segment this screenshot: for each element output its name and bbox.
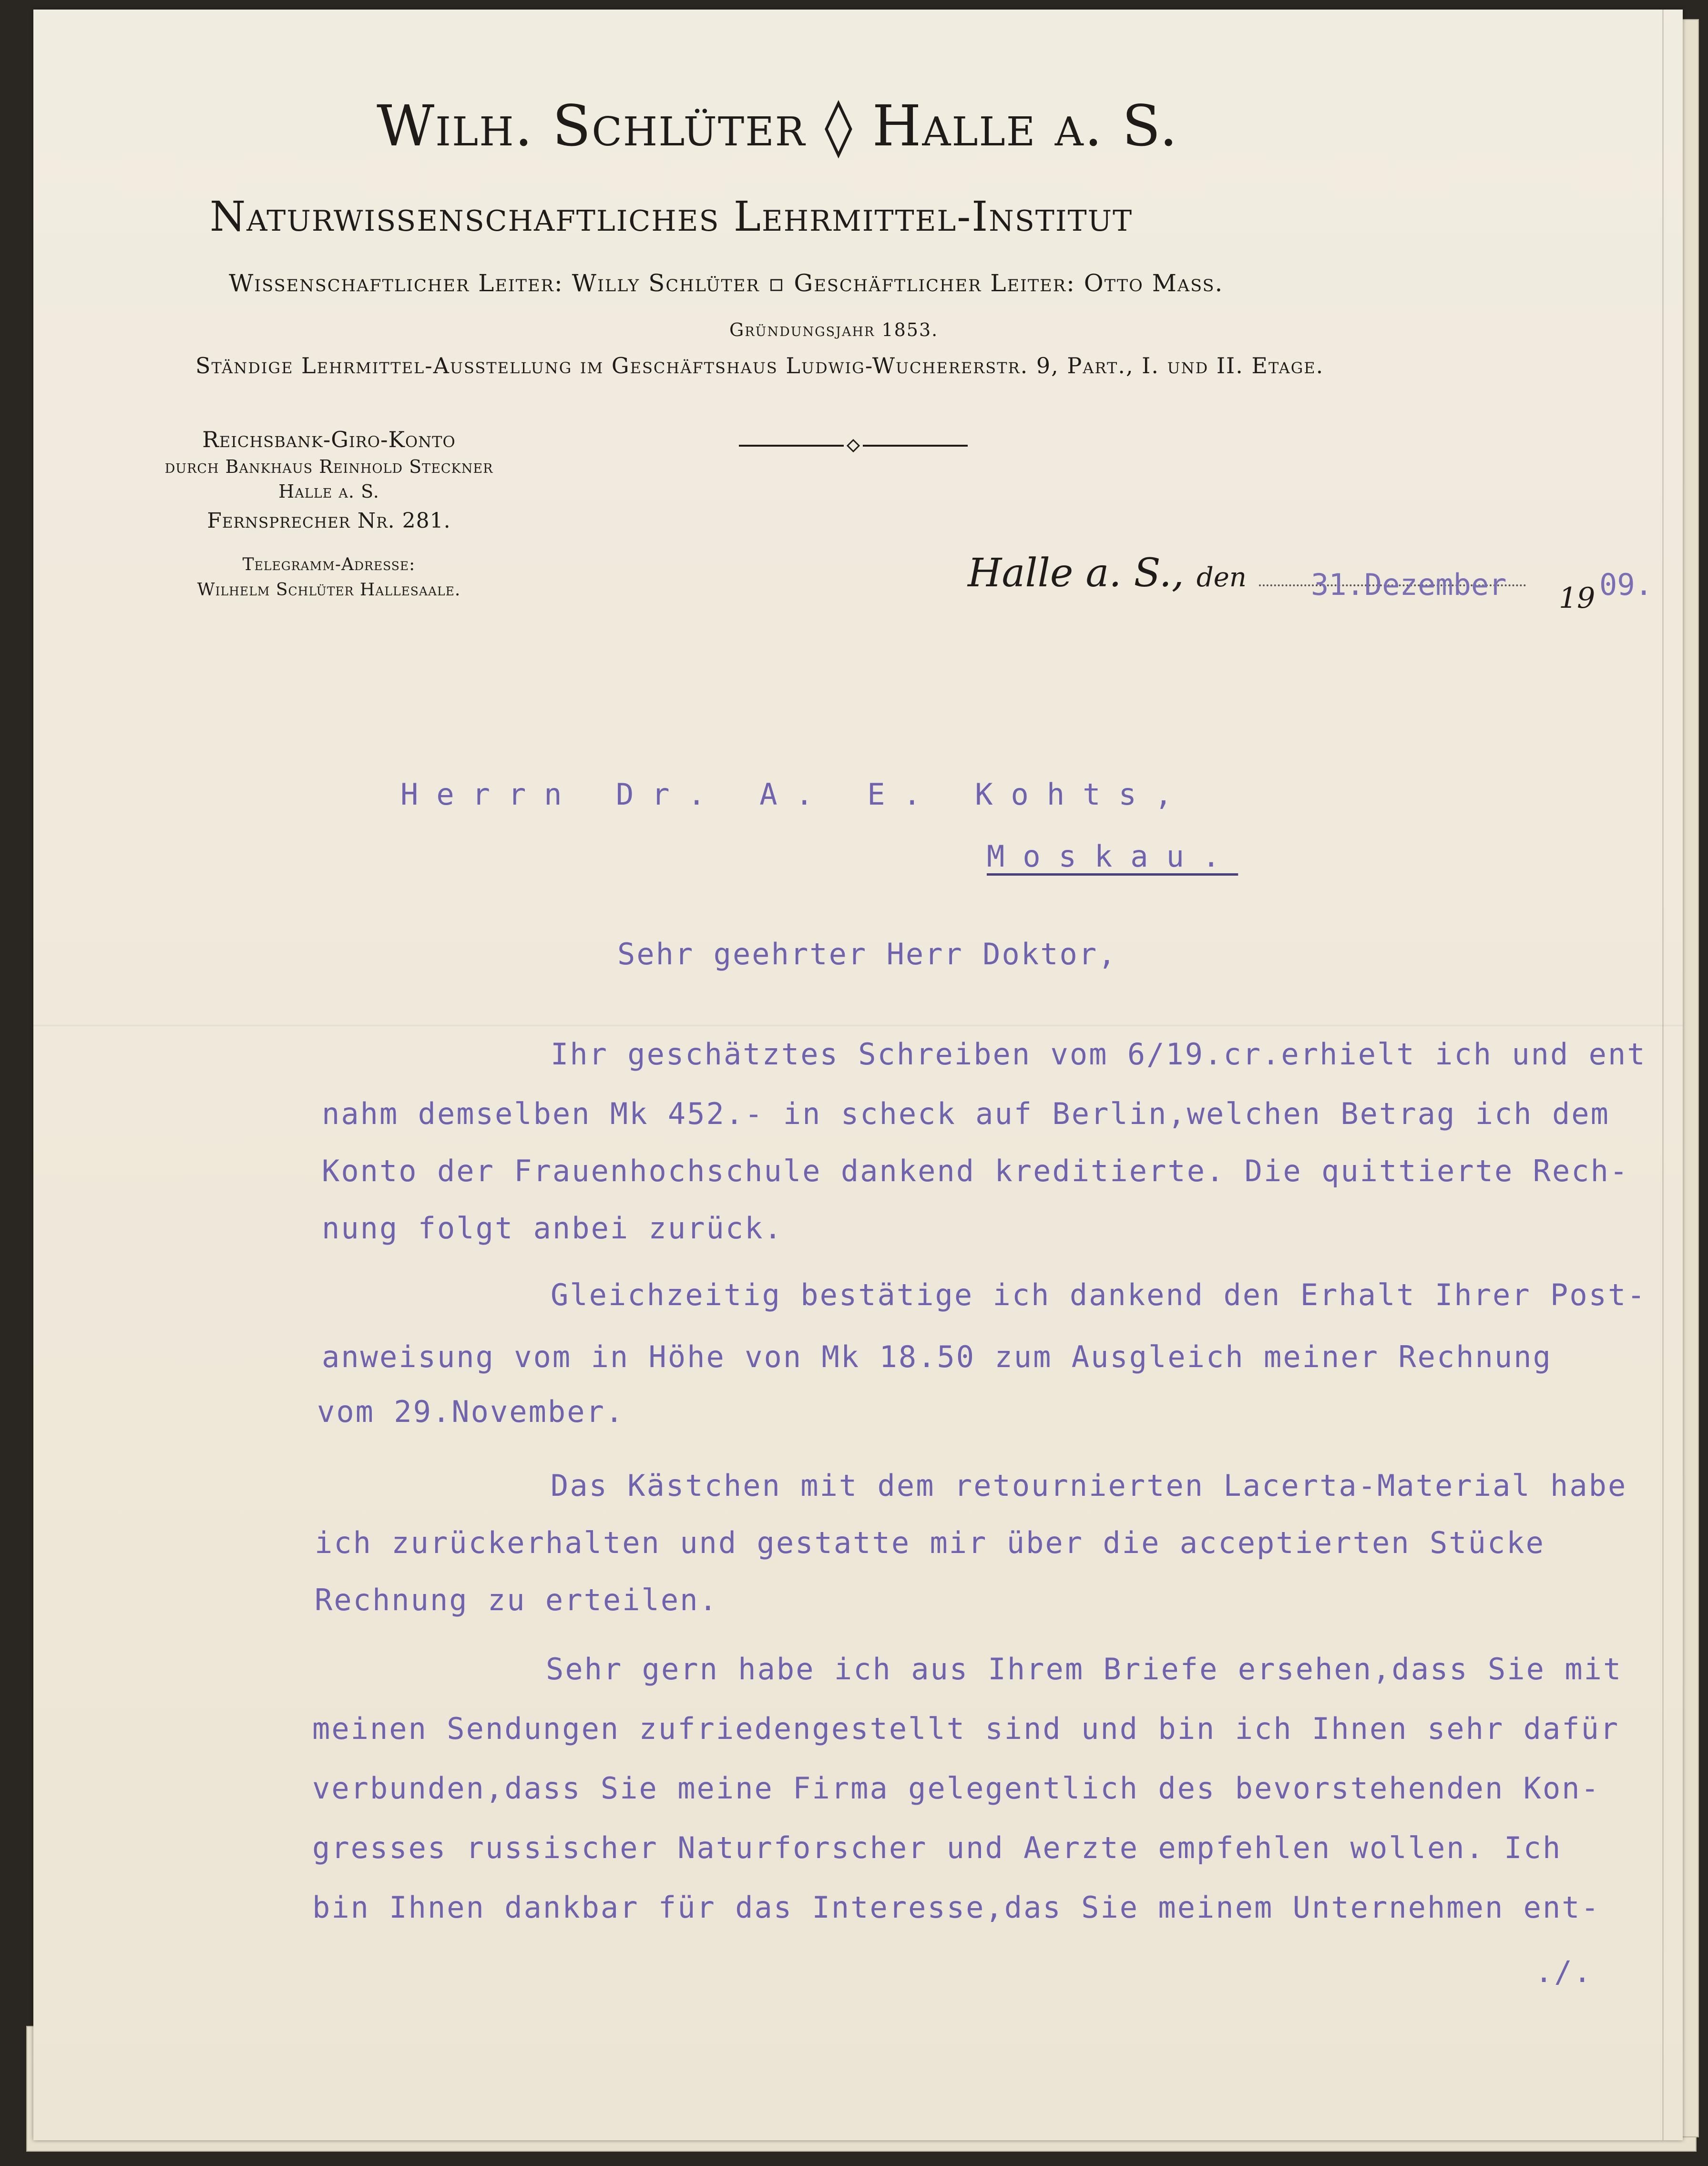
body-line: Gleichzeitig bestätige ich dankend den Erhalt Ihrer Post- <box>551 1277 1647 1312</box>
body-line: Rechnung zu erteilen. <box>315 1583 718 1617</box>
company-name: Wilh. Schlüter ◊ Halle a. S. <box>377 93 1178 159</box>
body-line: gresses russischer Naturforscher und Aerzte empfehlen wollen. Ich <box>312 1830 1562 1865</box>
body-line: anweisung vom in Höhe von Mk 18.50 zum Ausgleich meiner Rechnung <box>322 1339 1552 1374</box>
institute-name: Naturwissenschaftliches Lehrmittel-Institut <box>210 193 1133 241</box>
typed-year: 09. <box>1599 567 1653 602</box>
telegram-label: Telegramm-Adresse: <box>242 555 416 574</box>
bank-name: durch Bankhaus Reinhold Steckner <box>164 456 493 477</box>
recipient-name: Herrn Dr. A. E. Kohts, <box>400 777 1191 812</box>
telegram-address: Wilhelm Schlüter Hallesaale. <box>197 580 461 600</box>
body-line: meinen Sendungen zufriedengestellt sind und bin ich Ihnen sehr dafür <box>312 1711 1620 1746</box>
bank-city: Halle a. S. <box>278 481 379 502</box>
ornament-divider <box>739 436 968 455</box>
continuation-mark: ./. <box>1535 1954 1593 1989</box>
body-line: Konto der Frauenhochschule dankend kreditierte. Die quittierte Rech- <box>322 1154 1629 1188</box>
letter-sheet <box>33 10 1683 2140</box>
recipient-city: Moskau. <box>987 839 1238 874</box>
body-line: bin Ihnen dankbar für das Interesse,das Sie meinem Unternehmen ent- <box>312 1890 1600 1925</box>
body-line: ich zurückerhalten und gestatte mir über die acceptierten Stücke <box>315 1525 1545 1560</box>
den-text: den <box>1196 562 1247 593</box>
giro-account: Reichsbank-Giro-Konto <box>202 427 456 452</box>
body-line: nung folgt anbei zurück. <box>322 1211 783 1246</box>
body-line: Sehr gern habe ich aus Ihrem Briefe ersehen,dass Sie mit <box>546 1652 1623 1686</box>
contact-block <box>138 427 520 600</box>
body-line: Ihr geschätztes Schreiben vom 6/19.cr.erhielt ich und ent <box>551 1037 1647 1072</box>
body-line: verbunden,dass Sie meine Firma gelegentlich des bevorstehenden Kon- <box>312 1771 1600 1806</box>
place-text: Halle a. S., <box>968 551 1184 596</box>
body-line: nahm demselben Mk 452.- in scheck auf Berlin,welchen Betrag ich dem <box>322 1096 1610 1131</box>
paper-edge <box>1662 10 1664 2140</box>
body-line: Das Kästchen mit dem retournierten Lacerta-Material habe <box>551 1468 1627 1503</box>
year-prefix: 19 <box>1559 582 1595 615</box>
salutation: Sehr geehrter Herr Doktor, <box>617 937 1117 971</box>
paper-fold <box>33 1025 1683 1028</box>
founded-year: Gründungsjahr 1853. <box>729 319 939 340</box>
phone-number: Fernsprecher Nr. 281. <box>207 509 451 533</box>
typed-date: 31.Dezember <box>1311 567 1507 602</box>
exhibition-line: Ständige Lehrmittel-Ausstellung im Geschäftshaus Ludwig-Wuchererstr. 9, Part., I. und II. Etage. <box>195 353 1324 378</box>
leaders-line: Wissenschaftlicher Leiter: Willy Schlüter ▫ Geschäftlicher Leiter: Otto Mass. <box>229 269 1224 297</box>
body-line: vom 29.November. <box>317 1394 625 1429</box>
